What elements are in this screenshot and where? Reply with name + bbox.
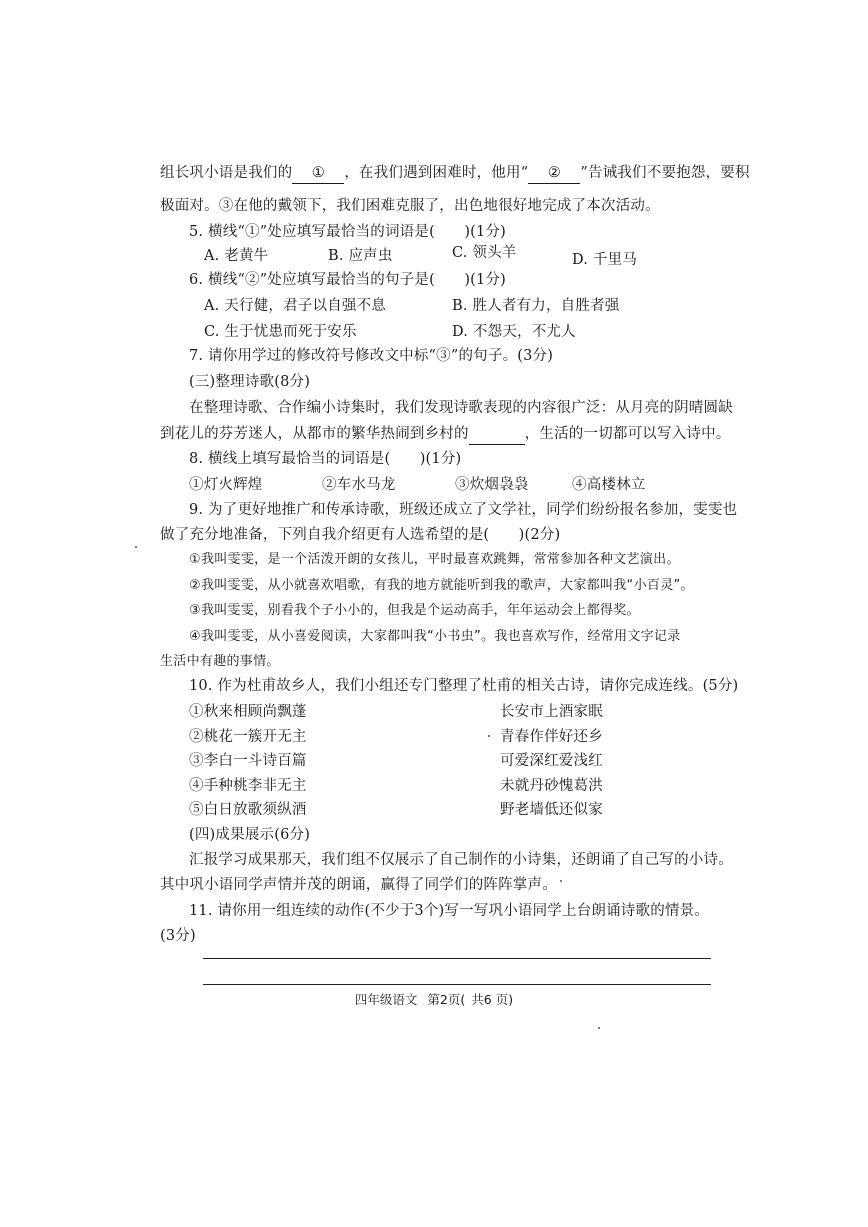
page-footer <box>0 990 868 1008</box>
q9-option-3: ③我叫雯雯，别看我个子小小的，但我是个运动高手，年年运动会上都得奖。 <box>189 603 640 618</box>
q9-option-1: ①我叫雯雯，是一个活泼开朗的女孩儿，平时最喜欢跳舞，常常参加各种文艺演出。 <box>189 552 680 567</box>
q10-left-1: ①秋来相顾尚飘蓬 <box>189 704 307 720</box>
q6-option-c: C. 生于忧患而死于安乐 <box>204 324 357 340</box>
q10-right-3: 可爱深红爱浅红 <box>500 753 603 769</box>
scan-speck <box>560 880 562 882</box>
q8-option-1: ①灯火辉煌 <box>189 477 263 493</box>
blank-1: ① <box>292 163 344 184</box>
scan-speck <box>135 546 137 548</box>
question-7-stem: 7. 请你用学过的修改符号修改文中标“③”的句子。(3分) <box>189 348 554 364</box>
section-3-paragraph-line-2 <box>160 424 731 445</box>
question-5-stem: 5. 横线“①”处应填写最恰当的词语是( )(1分) <box>189 224 507 240</box>
footer-total: 共6 页) <box>471 992 514 1007</box>
q5-option-c: C. 领头羊 <box>452 245 517 261</box>
q6-option-b: B. 胜人者有力，自胜者强 <box>452 298 620 314</box>
passage-text: ，在我们遇到困难时，他用“ <box>344 165 529 181</box>
question-9-stem-line-1: 9. 为了更好地推广和传承诗歌，班级还成立了文学社，同学们纷纷报名参加，雯雯也 <box>189 502 738 518</box>
blank-2: ② <box>528 163 580 184</box>
q8-option-4: ④高楼林立 <box>572 477 646 493</box>
footer-page: 第2页( <box>427 992 466 1007</box>
q10-left-4: ④手种桃李非无主 <box>189 778 307 794</box>
q6-option-d: D. 不怨天，不尤人 <box>452 324 576 340</box>
q5-option-d: D. 千里马 <box>572 252 638 268</box>
q10-right-5: 野老墙低还似家 <box>500 802 603 818</box>
q5-option-a: A. 老黄牛 <box>204 248 269 264</box>
footer-subject: 四年级语文 <box>354 992 418 1007</box>
question-8-stem: 8. 横线上填写最恰当的词语是( )(1分) <box>189 451 462 467</box>
passage-line-2: 极面对。③在他的戴领下，我们困难克服了，出色地很好地完成了本次活动。 <box>160 198 660 214</box>
q8-option-2: ②车水马龙 <box>322 477 396 493</box>
section-3-paragraph-line-1: 在整理诗歌、合作编小诗集时，我们发现诗歌表现的内容很广泛：从月亮的阴晴圆缺 <box>189 400 733 416</box>
passage-text: ”告诫我们不要抱怨，要积 <box>580 165 750 181</box>
passage-text: 组长巩小语是我们的 <box>160 165 293 181</box>
question-11-stem-line-2: (3分) <box>160 928 196 944</box>
q6-option-a: A. 天行健，君子以自强不息 <box>204 298 386 314</box>
question-9-stem-line-2: 做了充分地准备，下列自我介绍更有人选希望的是( )(2分) <box>160 527 561 543</box>
q10-left-2: ②桃花一簇开无主 <box>189 729 307 745</box>
passage-line-1 <box>160 163 750 184</box>
question-6-stem: 6. 横线“②”处应填写最恰当的句子是( )(1分) <box>189 272 507 288</box>
q9-option-4-continued: 生活中有趣的事情。 <box>160 654 280 669</box>
question-11-stem-line-1: 11. 请你用一组连续的动作(不少于3个)写一写巩小语同学上台朗诵诗歌的情景。 <box>189 903 710 919</box>
question-10-stem: 10. 作为杜甫故乡人，我们小组还专门整理了杜甫的相关古诗，请你完成连线。(5分) <box>189 678 739 694</box>
q10-right-1: 长安市上酒家眠 <box>500 704 603 720</box>
section-4-paragraph-line-1: 汇报学习成果那天，我们组不仅展示了自己制作的小诗集，还朗诵了自己写的小诗。 <box>189 852 733 868</box>
q9-option-4: ④我叫雯雯，从小喜爱阅读，大家都叫我“小书虫”。我也喜欢写作，经常用文字记录 <box>189 629 681 644</box>
q10-left-5: ⑤白日放歌须纵酒 <box>189 802 307 818</box>
q10-right-2: 青春作伴好还乡 <box>500 729 603 745</box>
blank-3 <box>469 424 525 445</box>
q10-left-3: ③李白一斗诗百篇 <box>189 753 307 769</box>
scan-speck <box>598 1027 600 1029</box>
section-3-title: (三)整理诗歌(8分) <box>189 374 311 390</box>
paragraph-text: ，生活的一切都可以写入诗中。 <box>524 426 731 442</box>
q9-option-2: ②我叫雯雯，从小就喜欢唱歌，有我的地方就能听到我的歌声，大家都叫我“小百灵”。 <box>189 578 694 593</box>
section-4-title: (四)成果展示(6分) <box>189 827 311 843</box>
scan-speck <box>488 735 490 737</box>
q8-option-3: ③炊烟袅袅 <box>455 477 529 493</box>
section-4-paragraph-line-2: 其中巩小语同学声情并茂的朗诵，赢得了同学们的阵阵掌声。 <box>160 877 557 893</box>
answer-line-2 <box>203 984 711 985</box>
answer-line-1 <box>203 958 711 959</box>
q5-option-b: B. 应声虫 <box>328 248 393 264</box>
q10-right-4: 未就丹砂愧葛洪 <box>500 778 603 794</box>
paragraph-text: 到花儿的芬芳迷人，从都市的繁华热闹到乡村的 <box>160 426 469 442</box>
